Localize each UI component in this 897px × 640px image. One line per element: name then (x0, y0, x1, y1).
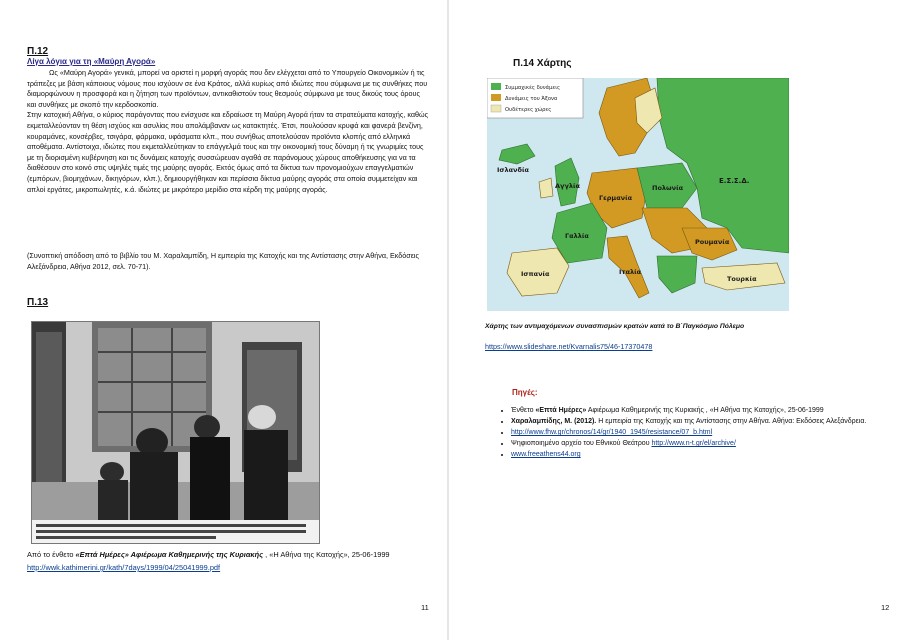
source-item (511, 427, 897, 438)
black-market-photo (31, 321, 320, 544)
photo-illustration (32, 322, 319, 543)
legend-neutral: Ουδέτερες χώρες (505, 107, 552, 113)
photo-source-caption (27, 550, 390, 559)
map-label-romania: Ρουμανία (695, 238, 730, 246)
p12-citation: (Συνοπτική απόδοση από το βιβλίο του Μ. Χαραλαμπίδη, Η εμπειρία της Κατοχής και της Αντίστασης στην Αθήνα, Εκδόσεις Αλεξάνδρεια, Αθήνα 2012, σελ. 70-71). (27, 251, 419, 271)
p14-heading: Π.14 Χάρτης (513, 58, 572, 69)
p12-paragraph-2: Στην κατοχική Αθήνα, ο κύριος παράγοντας που ενίσχυσε και εδραίωσε τη Μαύρη Αγορά ήταν τα στρατεύματα κατοχής, καθώς εκμεταλλεύονταν τη θέση ισχύος και ασυλίας που απολάμβαναν ως κατακτητές. Έτσι, πουλούσαν κρυφά και φανερά βενζίνη, κουραμάνες, κονσέρβες, τσιγάρα, φάρμακα, υφάσματα κλπ., που συνήθως αποτελούσαν προϊόντα κλοπής από ελληνικά αποθέματα. Αντίστοιχα, ιδιώτες που εκμεταλλεύτηκαν το επάγγελμά τους και την οικονομική τους δύναμη ή τις γνωριμίες τους με τη διορισμένη κυβέρνηση και τις δυνάμεις κατοχής συσσώρευαν αγαθά σε παράνομους χώρους αποθήκευσης για να τα διαθέσουν στο κοινό στις υψηλές τιμές της μαύρης αγοράς. Εκτός όμως από τα δίκτυα των προνομιούχων επαγγελματιών (εμπόρων, βιομηχάνων, δικηγόρων, κλπ.), δημιουργήθηκαν και περίσσια δίκτυα μαύρης αγοράς στα οποία συμμετείχαν και απλοί εργάτες, μικροπωλητές, κ.ά. ιδιώτες με μικρότερο μερίδιο στα κέρδη της μαύρης αγοράς. (27, 110, 429, 194)
p12-paragraph-1: Ως «Μαύρη Αγορά» γενικά, μπορεί να οριστεί η μορφή αγοράς που δεν ελέγχεται από το Υπουργείο Οικονομικών ή τις τράπεζες με βάση κάποιους νόμους που ισχύουν σε ένα Κράτος, αλλά κυρίως από ιδιώτες που σύμφωνα με τις συνθήκες που διαμορφώνουν η προσφορά και η ζήτηση των προϊόντων, αντικαθιστούν τους θεσμούς σύμφωνα με τους δικούς τους όρους και συνθήκες με σκοπό την κερδοσκοπία. (27, 68, 428, 109)
p12-body (27, 68, 431, 195)
map-caption: Χάρτης των αντιμαχόμενων συνασπισμών κρατών κατά το Β΄Παγκόσμιο Πόλεμο (485, 323, 745, 330)
map-label-britain: Αγγλία (555, 182, 580, 190)
legend-axis: Δυνάμεις του Άξονα (505, 96, 558, 102)
page-right (449, 0, 897, 640)
legend-swatch-allied (491, 83, 501, 90)
page-number-left: 11 (421, 603, 429, 612)
sources-title: Πηγές: (512, 388, 538, 397)
source-bold: Χαραλαμπίδης, Μ. (2012). (511, 418, 597, 425)
map-label-turkey: Τουρκία (727, 275, 757, 283)
map-label-poland: Πολωνία (652, 184, 684, 192)
legend-swatch-neutral (491, 105, 501, 112)
source-link[interactable]: http://www.fhw.gr/chronos/14/gr/1940_1945/resistance/07_b.html (511, 429, 713, 436)
p12-subheading: Λίγα λόγια για τη «Μαύρη Αγορά» (27, 57, 156, 66)
photo-caption-prefix: Από το ένθετο (27, 550, 76, 559)
map-label-italy: Ιταλία (619, 268, 642, 276)
source-item (511, 438, 897, 449)
photo-source-link[interactable]: http://wwk.kathimerini.gr/kath/7days/1999/04/25041999.pdf (27, 563, 221, 572)
source-item (511, 449, 897, 460)
page-number-right: 12 (881, 603, 890, 612)
source-text: Η εμπειρία της Κατοχής και της Αντίστασης στην Αθήνα. Αθήνα: Εκδόσεις Αλεξάνδρεια. (596, 418, 867, 425)
source-text: Ένθετο (511, 407, 536, 414)
source-text: Ψηφιοποιημένο αρχείο του Εθνικού Θεάτρου (511, 440, 652, 447)
page-left (0, 0, 448, 640)
p12-heading: Π.12 (27, 46, 49, 57)
sources-list (497, 405, 897, 460)
map-label-iceland: Ισλανδία (497, 166, 529, 174)
map-label-ussr: Ε.Σ.Σ.Δ. (719, 177, 750, 185)
source-link[interactable]: http://www.n-t.gr/el/archive/ (651, 440, 736, 447)
source-link[interactable]: www.freeathens44.org (511, 451, 581, 458)
legend-swatch-axis (491, 94, 501, 101)
wwii-europe-map (487, 78, 789, 311)
map-source-link[interactable]: https://www.slideshare.net/Kvarnalis75/46-17370478 (485, 342, 653, 351)
source-item (511, 405, 897, 416)
source-bold: «Επτά Ημέρες» (535, 407, 587, 414)
map-illustration (487, 78, 789, 311)
map-label-spain: Ισπανία (521, 270, 550, 278)
source-item (511, 416, 897, 427)
source-text: Αφιέρωμα Καθημερινής της Κυριακής , «Η Αθήνα της Κατοχής», 25-06-1999 (586, 407, 824, 414)
photo-caption-italic: «Επτά Ημέρες» Αφιέρωμα Καθημερινής της Κυριακής (75, 550, 264, 559)
map-label-france: Γαλλία (565, 232, 589, 240)
map-label-germany: Γερμανία (599, 194, 633, 202)
legend-allied: Συμμαχικές δυνάμεις (505, 85, 561, 91)
p13-heading: Π.13 (27, 297, 49, 308)
photo-caption-suffix: , «Η Αθήνα της Κατοχής», 25-06-1999 (263, 550, 390, 559)
